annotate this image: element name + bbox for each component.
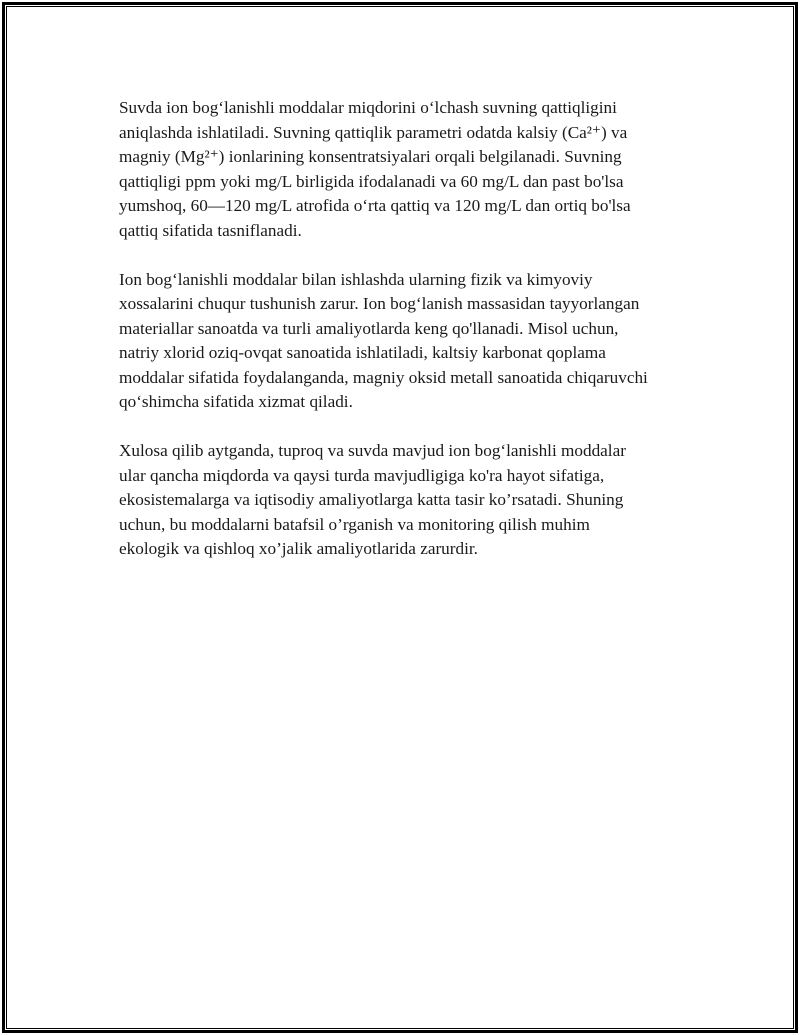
document-body (119, 96, 709, 586)
paragraph-ionic-materials: Ion bog‘lanishli moddalar bilan ishlashda ularning fizik va kimyoviy xossalarini chuqur tushunish zarur. Ion bog‘lanish massasidan tayyorlangan materiallar sanoatda va turli amaliyotlarda keng qo'llanadi. Misol uchun, natriy xlorid oziq-ovqat sanoatida ishlatiladi, kaltsiy karbonat qoplama moddalar sifatida foydalanganda, magniy oksid metall sanoatida chiqaruvchi qo‘shimcha sifatida xizmat qiladi. (119, 269, 648, 411)
page-border (2, 2, 798, 1033)
paragraph-conclusion: Xulosa qilib aytganda, tuproq va suvda mavjud ion bog‘lanishli moddalar ular qancha miqdorda va qaysi turda mavjudligiga ko'ra hayot sifatiga, ekosistemalarga va iqtisodiy amaliyotlarga katta tasir ko’rsatadi. Shuning uchun, bu moddalarni batafsil o’rganish va monitoring qilish muhim ekologik va qishloq xo’jalik amaliyotlarida zarurdir. (119, 441, 626, 558)
paragraph-water-hardness: Suvda ion bog‘lanishli moddalar miqdorini o‘lchash suvning qattiqligini aniqlashda ishlatiladi. Suvning qattiqlik parametri odatda kalsiy (Ca²⁺) va magniy (Mg²⁺) ionlarining konsentratsiyalari orqali belgilanadi. Suvning qattiqligi ppm yoki mg/L birligida ifodalanadi va 60 mg/L dan past bo'lsa yumshoq, 60—120 mg/L atrofida o‘rta qattiq va 120 mg/L dan ortiq bo'lsa qattiq sifatida tasniflanadi. (119, 98, 631, 240)
